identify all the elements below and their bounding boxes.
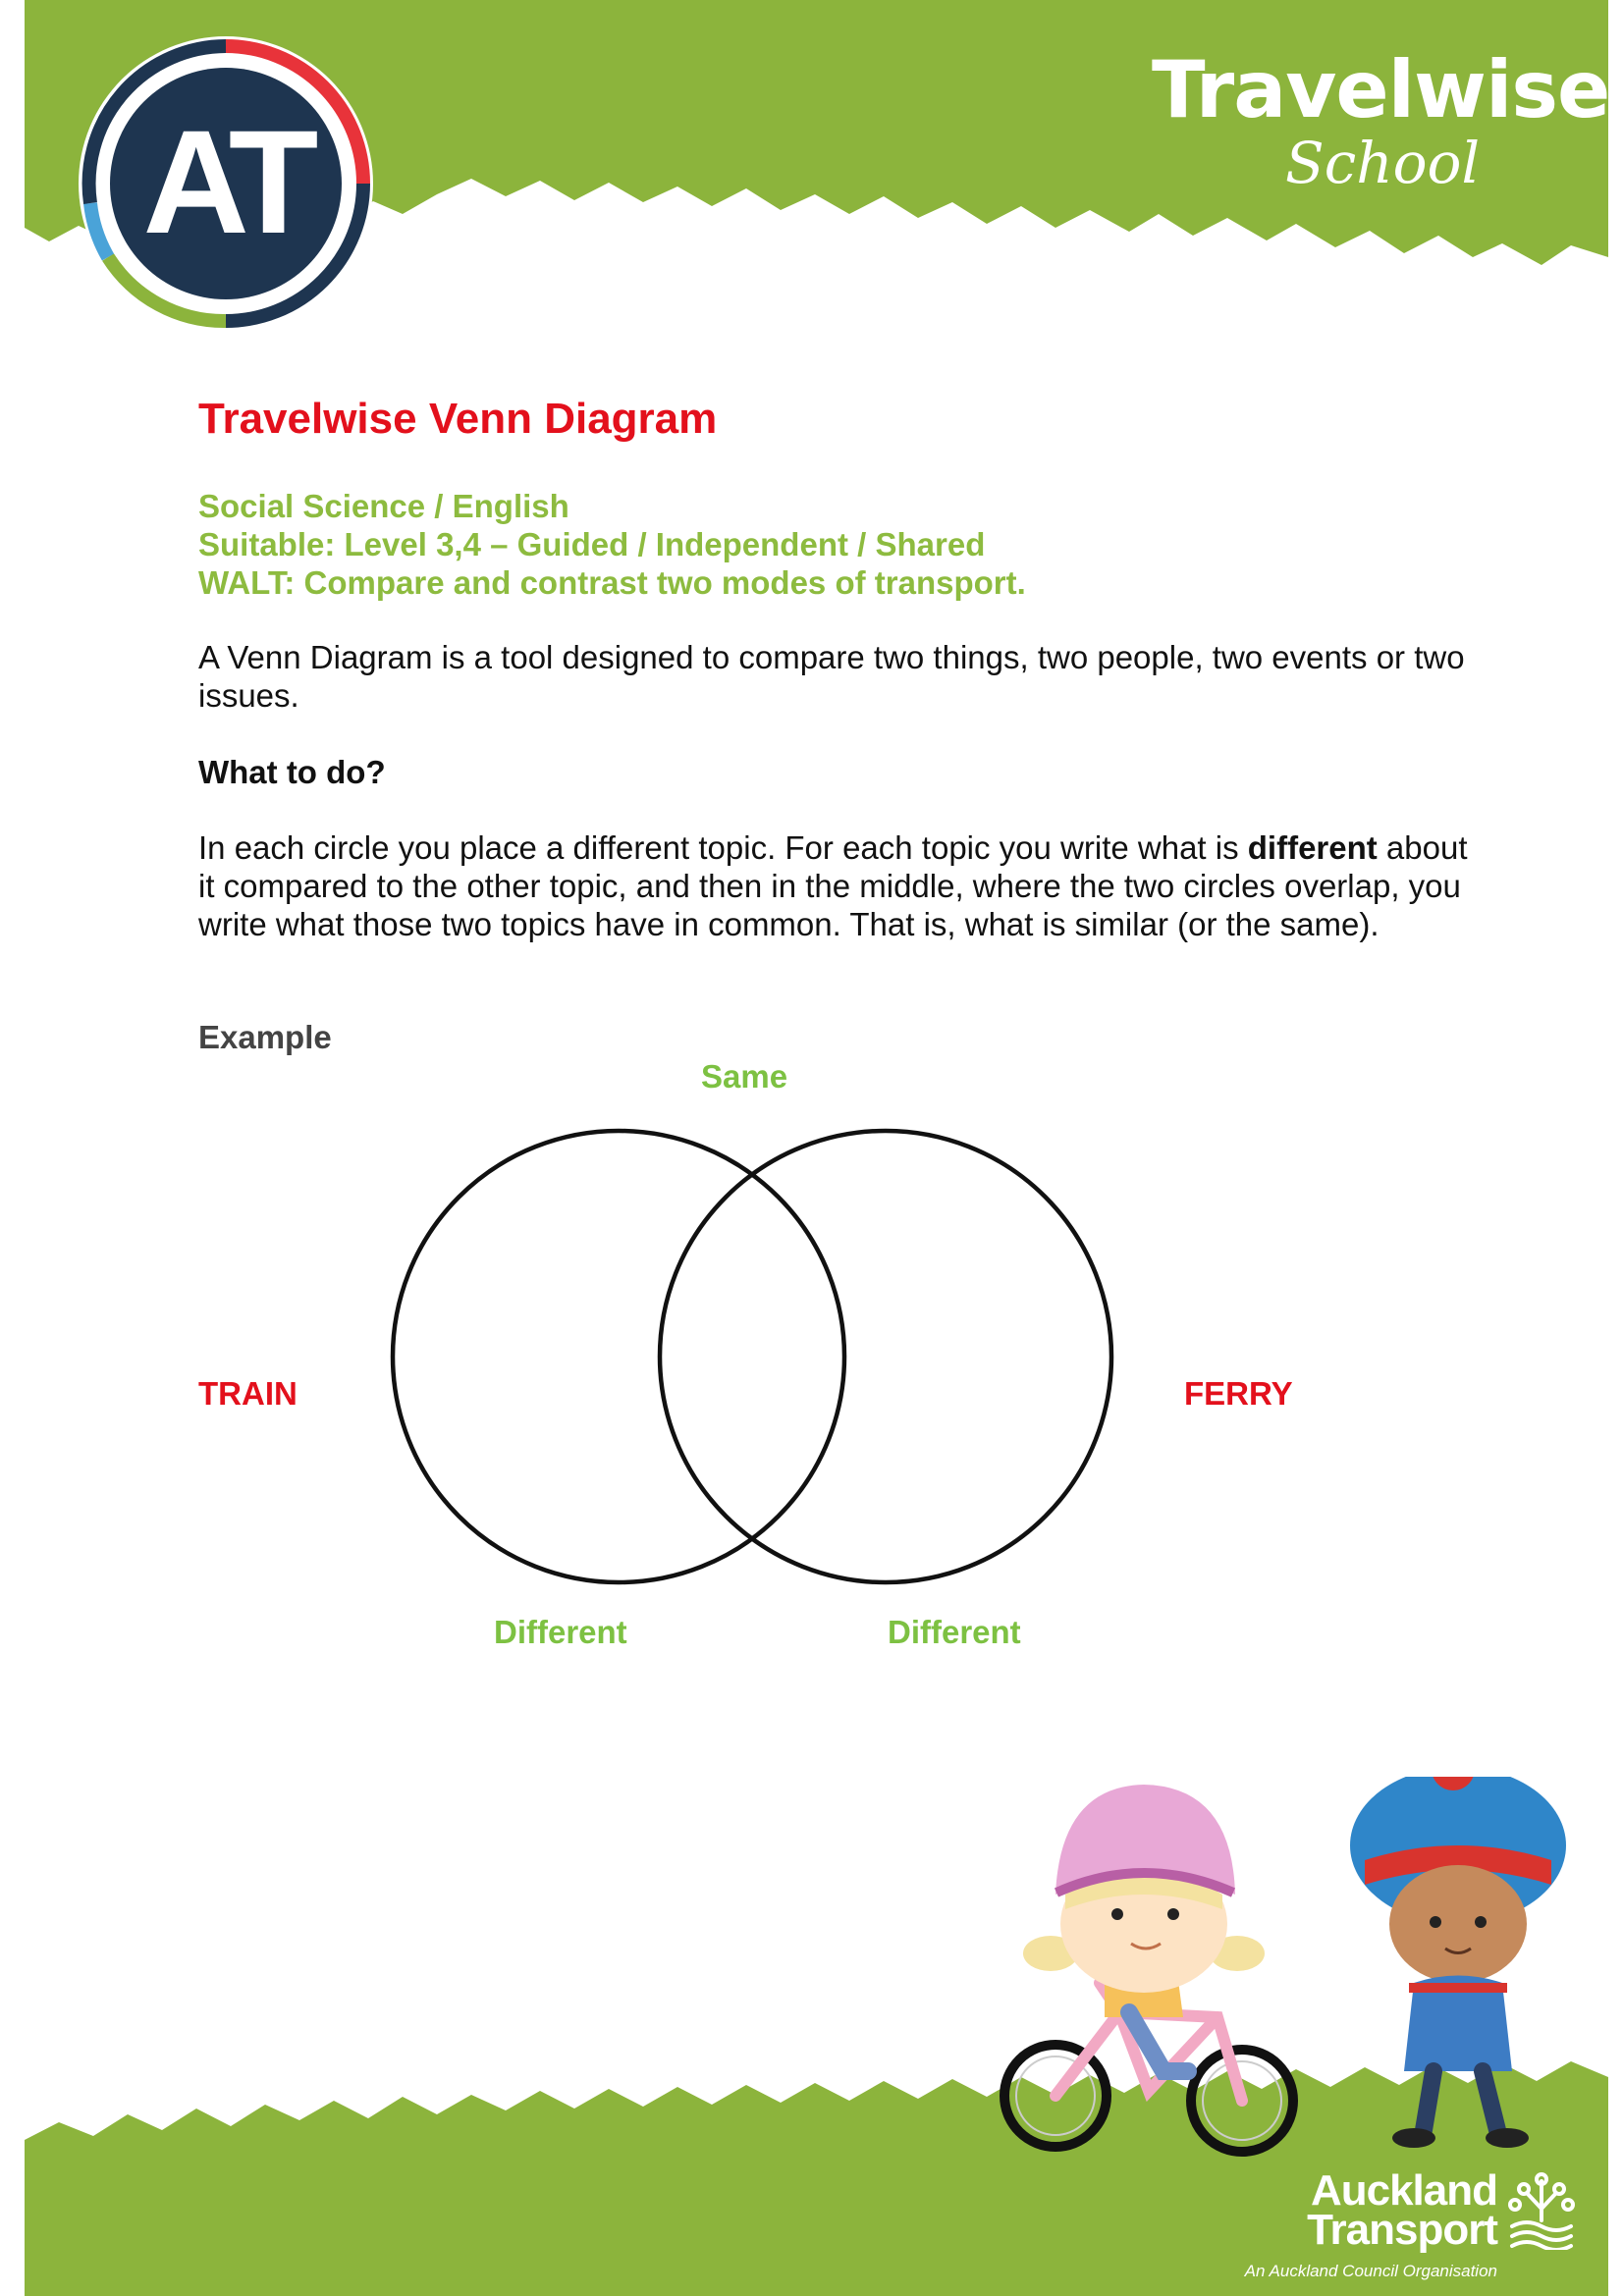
venn-left-topic: TRAIN	[198, 1375, 298, 1412]
travelwise-school-brand	[1152, 44, 1610, 196]
footer-brand-line1: Auckland	[1310, 2166, 1497, 2215]
walt-line: WALT: Compare and contrast two modes of transport.	[198, 564, 1026, 601]
boy-face	[1389, 1865, 1527, 1983]
footer-tagline: An Auckland Council Organisation	[1244, 2262, 1497, 2280]
footer-brand-line2: Transport	[1307, 2206, 1497, 2254]
venn-right-circle	[660, 1131, 1111, 1582]
brand-title: Travelwise	[1152, 44, 1610, 135]
lesson-meta	[198, 487, 1026, 602]
auckland-transport-brand	[1222, 2166, 1586, 2287]
document-title: Travelwise Venn Diagram	[198, 395, 718, 443]
intro-paragraph: A Venn Diagram is a tool designed to compare two things, two people, two events or two issues.	[198, 639, 1465, 714]
brand-subtitle: School	[1285, 130, 1480, 196]
venn-left-circle	[393, 1131, 844, 1582]
instructions-text-start: In each circle you place a different topic. For each topic you write what is	[198, 829, 1248, 866]
instructions-text-end: about it compared to the other topic, and then in the middle, where the two circles overlap, you write what those two topics have in common. That is, what is similar (or the same).	[198, 829, 1468, 942]
instructions-paragraph	[198, 828, 1475, 943]
at-logo-text: AT	[142, 99, 309, 264]
venn-right-different-label: Different	[888, 1614, 1021, 1650]
venn-right-topic: FERRY	[1184, 1375, 1293, 1412]
kids-illustration	[992, 1777, 1600, 2189]
suitable-line: Suitable: Level 3,4 – Guided / Independent / Shared	[198, 526, 986, 562]
venn-diagram	[383, 1119, 1129, 1600]
subject-line: Social Science / English	[198, 488, 569, 524]
what-to-do-heading: What to do?	[198, 754, 386, 790]
example-heading: Example	[198, 1019, 332, 1055]
venn-same-label: Same	[701, 1058, 788, 1095]
venn-left-different-label: Different	[494, 1614, 627, 1650]
pohutukawa-emblem-icon	[1507, 2171, 1576, 2250]
instructions-bold-word: different	[1247, 829, 1378, 866]
at-logo	[69, 31, 383, 336]
